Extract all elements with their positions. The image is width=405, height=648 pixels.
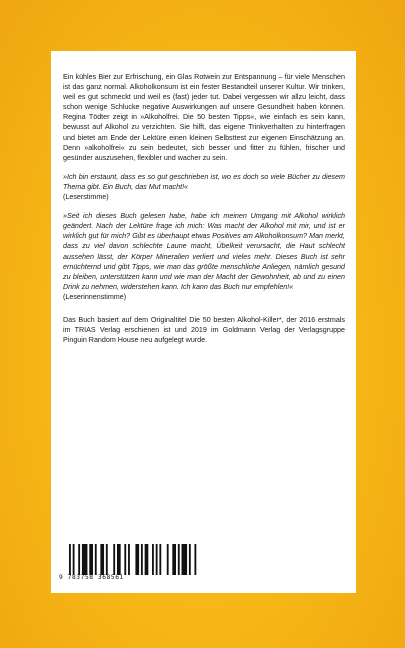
barcode-bar: [78, 544, 80, 575]
barcode-bar: [73, 544, 75, 575]
barcode-bar: [100, 544, 104, 575]
barcode-bar: [178, 544, 180, 575]
reader-quote-2-text: »Seit ich dieses Buch gelesen habe, habe ich meinen Umgang mit Alkohol wirklich geändert. Nach der Lektüre frage ich mich: Was macht der Alkohol mit mir, und ist er wirklich gut für mich? Gibt es überhaupt etwas Positives am Alkoholkonsum? Man merkt, dass zu viel davon schlechte Laune macht, Übelkeit verursacht, die Haut schlecht aussehen lässt, der Körper Mineralien verliert und vieles mehr. Dieses Buch ist sehr ernüchternd und gibt Tipps, wie man das größte menschliche Anliegen, nämlich gesund zu bleiben, unterstützen kann und wie man der Macht der Gewohnheit, ab und zu einen Drink zu nehmen, widerstehen kann. Ich kann das Buch nur empfehlen!«: [63, 212, 345, 291]
barcode-bar: [117, 544, 121, 575]
reader-quote-2: [63, 211, 345, 302]
blurb-panel: [51, 51, 356, 593]
reader-quote-1-text: »Ich bin erstaunt, dass es so gut geschrieben ist, wo es doch so viele Bücher zu diesem Thema gibt. Ein Buch, das Mut macht!«: [63, 172, 345, 191]
barcode-bar: [128, 544, 130, 575]
barcode-bar: [124, 544, 126, 575]
barcode-bar: [82, 544, 88, 575]
barcode-bar: [89, 544, 93, 575]
barcode-bar: [156, 544, 158, 575]
barcode-bar: [106, 544, 108, 575]
barcode-bar: [145, 544, 149, 575]
barcode-bar: [95, 544, 97, 575]
isbn-barcode: [59, 544, 205, 583]
barcode-bar: [152, 544, 154, 575]
barcode-bar: [182, 544, 188, 575]
barcode-bars: [59, 544, 205, 575]
barcode-bar: [141, 544, 143, 575]
intro-paragraph: Ein kühles Bier zur Erfrischung, ein Glas Rotwein zur Entspannung – für viele Menschen ist das ganz normal. Alkoholkonsum ist ein fester Bestandteil unserer Kultur. Wir trinken, weil es gut schmeckt und weil es (fast) jeder tut. Dabei vergessen wir allzu leicht, dass schon wenige Schlucke negative Auswirkungen auf unsere Gesundheit haben können. Regina Tödter zeigt in »Alkoholfrei. Die 50 besten Tipps«, wie einfach es sein kann, bewusst auf Alkohol zu verzichten. Sie hilft, das eigene Trinkverhalten zu hinterfragen und bietet am Ende der Lektüre einen kleinen Selbsttest zur eigenen Einschätzung an. Denn »alkoholfrei« zu sein bedeutet, sich besser und fitter zu fühlen, frischer und gesünder auszusehen, flexibler und wacher zu sein.: [63, 73, 345, 162]
reader-quote-1-attribution: (Leserstimme): [63, 193, 109, 202]
barcode-bar: [167, 544, 169, 575]
barcode-bar: [194, 544, 196, 575]
reader-quote-2-attribution: (Leserinnenstimme): [63, 292, 127, 301]
barcode-bar: [135, 544, 139, 575]
barcode-bar: [113, 544, 115, 575]
barcode-bar: [189, 544, 191, 575]
barcode-bar: [69, 544, 71, 575]
reader-quote-1: [63, 172, 345, 202]
barcode-bar: [159, 544, 161, 575]
barcode-bar: [172, 544, 176, 575]
barcode-digits: 9 783758 368561: [59, 573, 124, 581]
edition-note: Das Buch basiert auf dem Originaltitel Die 50 besten Alkohol-Killer*, der 2016 erstmals im TRIAS Verlag erschienen ist und 2019 im Goldmann Verlag der Verlagsgruppe Pinguin Random House neu aufgelegt wurde.: [63, 315, 345, 345]
